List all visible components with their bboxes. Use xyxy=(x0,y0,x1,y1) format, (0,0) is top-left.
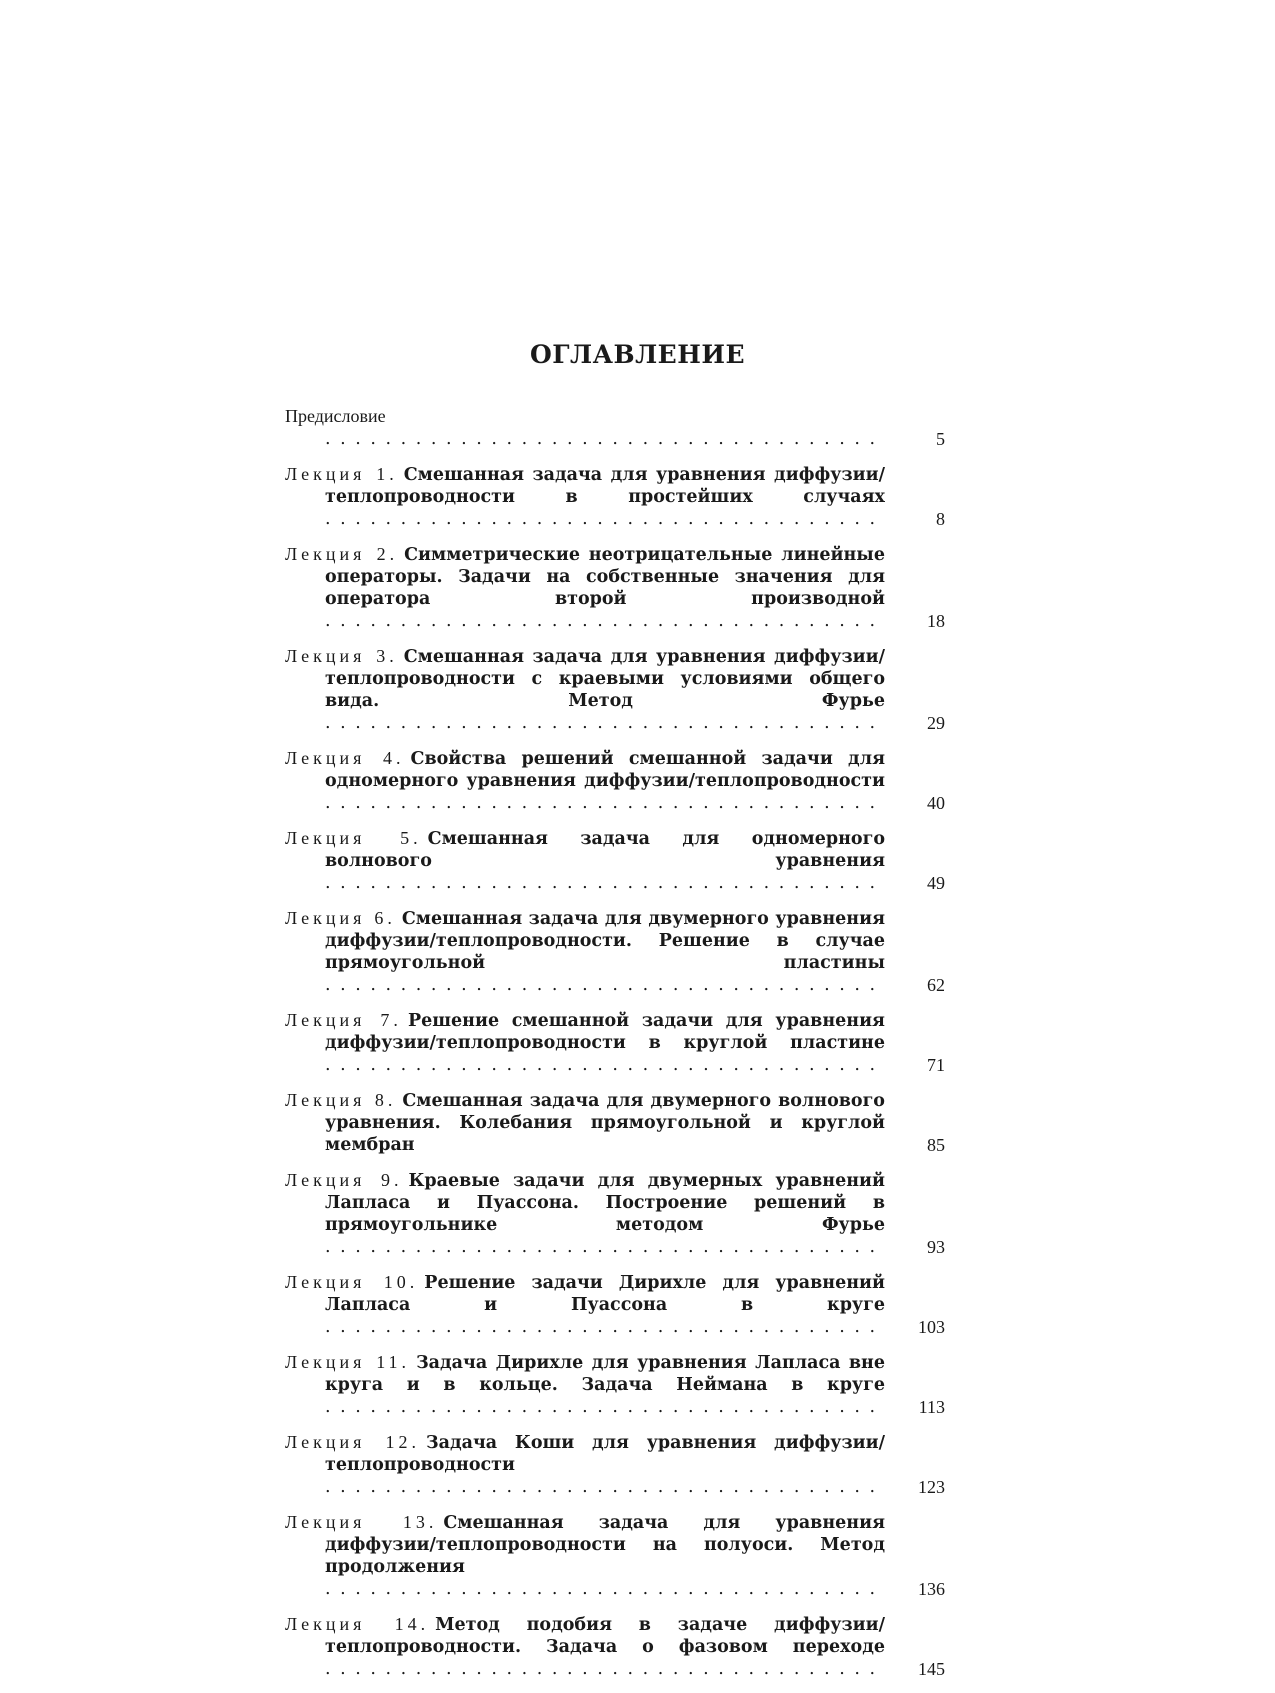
toc-entry-text xyxy=(285,543,885,632)
toc-entry[interactable] xyxy=(285,1271,945,1338)
dot-leader xyxy=(325,1317,885,1337)
entry-title: Решение смешанной задачи для уравнения диффузии/теплопроводности в круглой пластине xyxy=(325,1011,885,1053)
entry-title: Задача Коши для уравнения диффузии/теплопроводности xyxy=(325,1433,885,1475)
dot-leader xyxy=(325,713,885,733)
dot-leader xyxy=(325,873,885,893)
page-number: 85 xyxy=(927,1135,945,1155)
page-number: 145 xyxy=(918,1659,945,1679)
entry-title: Смешанная задача для одномерного волнового уравнения xyxy=(325,829,885,871)
toc-entry-text xyxy=(285,827,885,894)
toc-entry-text xyxy=(285,645,885,734)
toc-entry[interactable] xyxy=(285,405,945,450)
toc-entry-text xyxy=(285,1511,885,1600)
lecture-label: Лекция 2. xyxy=(285,544,399,564)
page-number: 113 xyxy=(918,1397,945,1417)
toc-entry-text xyxy=(285,907,885,996)
toc-entry[interactable] xyxy=(285,1351,945,1418)
dot-leader xyxy=(325,793,885,813)
page-number: 62 xyxy=(927,975,945,995)
toc-entry[interactable] xyxy=(285,1511,945,1600)
page-number: 123 xyxy=(918,1477,945,1497)
dot-leader xyxy=(325,975,885,995)
dot-leader xyxy=(325,611,885,631)
toc-entry[interactable] xyxy=(285,543,945,632)
dot-leader xyxy=(325,1579,885,1599)
dot-leader xyxy=(325,1055,885,1075)
toc-entry[interactable] xyxy=(285,1613,945,1680)
entry-title: Метод подобия в задаче диффузии/теплопроводности. Задача о фазовом переходе xyxy=(325,1615,885,1657)
entry-title: Задача Дирихле для уравнения Лапласа вне круга и в кольце. Задача Неймана в круге xyxy=(325,1353,885,1395)
toc-entry[interactable] xyxy=(285,907,945,996)
lecture-label: Лекция 10. xyxy=(285,1272,419,1292)
dot-leader xyxy=(325,429,885,449)
entry-title: Свойства решений смешанной задачи для одномерного уравнения диффузии/теплопроводности xyxy=(325,749,885,791)
lecture-label: Лекция 14. xyxy=(285,1614,430,1634)
entry-title: Симметрические неотрицательные линейные операторы. Задачи на собственные значения для оператора второй производной xyxy=(325,545,885,609)
lecture-label: Лекция 4. xyxy=(285,748,405,768)
page-number: 49 xyxy=(927,873,945,893)
toc-entry-text xyxy=(285,1431,885,1498)
lecture-label: Лекция 9. xyxy=(285,1170,403,1190)
page-number: 103 xyxy=(918,1317,945,1337)
toc-entry[interactable] xyxy=(285,1169,945,1258)
entry-title: Предисловие xyxy=(285,406,386,426)
page-number: 8 xyxy=(936,509,945,529)
toc-entry-text xyxy=(285,405,885,450)
entry-title: Решение задачи Дирихле для уравнений Лапласа и Пуассона в круге xyxy=(325,1273,885,1315)
toc-entry-text xyxy=(285,463,885,530)
entry-title: Смешанная задача для двумерного волнового уравнения. Колебания прямоугольной и круглой мембран xyxy=(325,1091,885,1155)
lecture-label: Лекция 6. xyxy=(285,908,396,928)
lecture-label: Лекция 11. xyxy=(285,1352,411,1372)
entry-title: Смешанная задача для уравнения диффузии/теплопроводности с краевыми условиями общего вида. Метод Фурье xyxy=(325,647,885,711)
toc-entry[interactable] xyxy=(285,827,945,894)
page-number: 40 xyxy=(927,793,945,813)
table-of-contents xyxy=(285,405,945,1693)
toc-entry[interactable] xyxy=(285,463,945,530)
toc-entry[interactable] xyxy=(285,1009,945,1076)
page-number: 93 xyxy=(927,1237,945,1257)
dot-leader xyxy=(325,509,885,529)
toc-entry[interactable] xyxy=(285,1089,945,1156)
entry-title: Смешанная задача для двумерного уравнения диффузии/теплопроводности. Решение в случае прямоугольной пластины xyxy=(325,909,885,973)
page-title: ОГЛАВЛЕНИЕ xyxy=(529,340,746,369)
entry-title: Смешанная задача для уравнения диффузии/теплопроводности на полуоси. Метод продолжения xyxy=(325,1513,885,1577)
page-number: 29 xyxy=(927,713,945,733)
toc-entry-text xyxy=(285,1613,885,1680)
page-number: 136 xyxy=(918,1579,945,1599)
dot-leader xyxy=(325,1659,885,1679)
lecture-label: Лекция 13. xyxy=(285,1512,438,1532)
lecture-label: Лекция 1. xyxy=(285,464,398,484)
entry-title: Краевые задачи для двумерных уравнений Лапласа и Пуассона. Построение решений в прямоугольнике методом Фурье xyxy=(325,1171,885,1235)
page-number: 18 xyxy=(927,611,945,631)
dot-leader xyxy=(325,1477,885,1497)
toc-entry-text xyxy=(285,1089,885,1156)
page-number: 5 xyxy=(936,429,945,449)
entry-title: Смешанная задача для уравнения диффузии/теплопроводности в простейших случаях xyxy=(325,465,885,507)
dot-leader xyxy=(325,1397,885,1417)
lecture-label: Лекция 12. xyxy=(285,1432,421,1452)
dot-leader xyxy=(325,1237,885,1257)
toc-entry-text xyxy=(285,1009,885,1076)
page-number: 71 xyxy=(927,1055,945,1075)
lecture-label: Лекция 8. xyxy=(285,1090,397,1110)
toc-entry[interactable] xyxy=(285,645,945,734)
toc-entry[interactable] xyxy=(285,747,945,814)
toc-entry-text xyxy=(285,1271,885,1338)
toc-entry-text xyxy=(285,1169,885,1258)
toc-entry-text xyxy=(285,747,885,814)
toc-entry[interactable] xyxy=(285,1431,945,1498)
lecture-label: Лекция 7. xyxy=(285,1010,402,1030)
toc-entry-text xyxy=(285,1351,885,1418)
lecture-label: Лекция 5. xyxy=(285,828,422,848)
lecture-label: Лекция 3. xyxy=(285,646,398,666)
